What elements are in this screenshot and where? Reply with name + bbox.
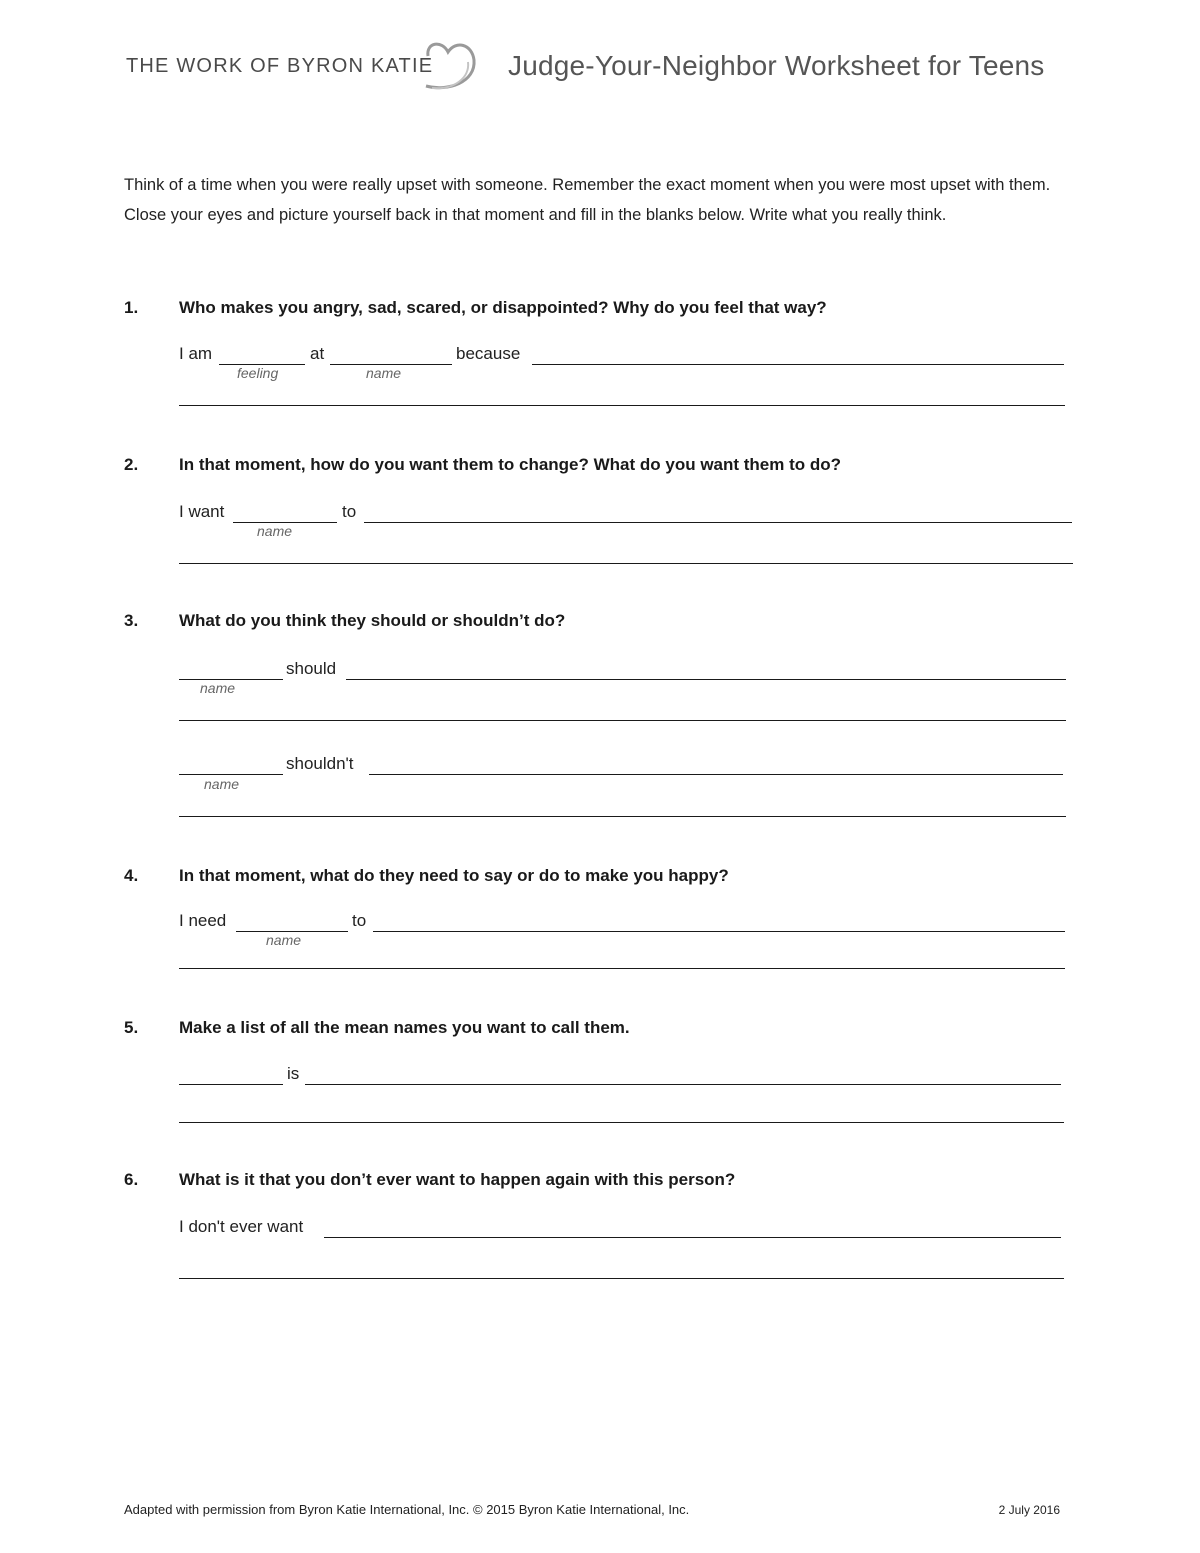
name-blank[interactable] xyxy=(179,1063,283,1085)
heart-swirl-logo-icon xyxy=(418,38,480,92)
question-text: In that moment, how do you want them to change? What do you want them to do? xyxy=(179,455,842,474)
blank-hint: feeling xyxy=(237,365,279,381)
fill-in-prompt: shouldn't xyxy=(286,754,354,773)
name-blank[interactable] xyxy=(179,753,283,775)
answer-line[interactable] xyxy=(179,968,1065,969)
question-number: 1. xyxy=(124,298,139,317)
question-text: What do you think they should or shouldn’t do? xyxy=(179,611,566,630)
question-text: Make a list of all the mean names you want to call them. xyxy=(179,1018,630,1037)
footer-date: 2 July 2016 xyxy=(998,1503,1060,1517)
answer-line[interactable] xyxy=(179,720,1066,721)
answer-blank[interactable] xyxy=(532,343,1064,365)
fill-in-prompt: to xyxy=(352,911,367,930)
fill-in-prompt: is xyxy=(287,1064,300,1083)
feeling-blank[interactable] xyxy=(219,343,305,365)
name-blank[interactable] xyxy=(179,658,283,680)
fill-in-prompt: at xyxy=(310,344,325,363)
fill-in-prompt: I want xyxy=(179,502,225,521)
answer-blank[interactable] xyxy=(305,1063,1061,1085)
fill-in-prompt: I need xyxy=(179,911,227,930)
footer-copyright: Adapted with permission from Byron Katie International, Inc. © 2015 Byron Katie International, Inc. xyxy=(124,1502,690,1517)
answer-blank[interactable] xyxy=(324,1216,1061,1238)
intro-text: Think of a time when you were really upset with someone. Remember the exact moment when you were most upset with them. Close your eyes and picture yourself back in that moment and fill in the blanks below. Write what you really think. xyxy=(124,176,1051,224)
question-text: What is it that you don’t ever want to happen again with this person? xyxy=(179,1170,736,1189)
question-text: In that moment, what do they need to say or do to make you happy? xyxy=(179,866,729,885)
answer-blank[interactable] xyxy=(369,753,1063,775)
fill-in-prompt: because xyxy=(456,344,521,363)
question-number: 3. xyxy=(124,611,139,630)
answer-line[interactable] xyxy=(179,1278,1064,1279)
answer-line[interactable] xyxy=(179,816,1066,817)
name-blank[interactable] xyxy=(233,501,337,523)
brand-logo-text: THE WORK OF BYRON KATIE xyxy=(126,55,434,77)
fill-in-prompt: I am xyxy=(179,344,213,363)
question-number: 2. xyxy=(124,455,139,474)
question-number: 5. xyxy=(124,1018,139,1037)
fill-in-prompt: to xyxy=(342,502,357,521)
page-title: Judge-Your-Neighbor Worksheet for Teens xyxy=(508,50,1045,81)
question-text: Who makes you angry, sad, scared, or disappointed? Why do you feel that way? xyxy=(179,298,827,317)
blank-hint: name xyxy=(257,523,293,539)
answer-blank[interactable] xyxy=(373,910,1065,932)
name-blank[interactable] xyxy=(330,343,452,365)
fill-in-prompt: should xyxy=(286,659,337,678)
blank-hint: name xyxy=(204,776,240,792)
question-number: 4. xyxy=(124,866,139,885)
answer-line[interactable] xyxy=(179,563,1073,564)
blank-hint: name xyxy=(366,365,402,381)
answer-blank[interactable] xyxy=(364,501,1072,523)
name-blank[interactable] xyxy=(236,910,348,932)
question-number: 6. xyxy=(124,1170,139,1189)
answer-line[interactable] xyxy=(179,1122,1064,1123)
blank-hint: name xyxy=(266,932,302,948)
fill-in-prompt: I don't ever want xyxy=(179,1217,304,1236)
answer-line[interactable] xyxy=(179,405,1065,406)
blank-hint: name xyxy=(200,680,236,696)
answer-blank[interactable] xyxy=(346,658,1066,680)
